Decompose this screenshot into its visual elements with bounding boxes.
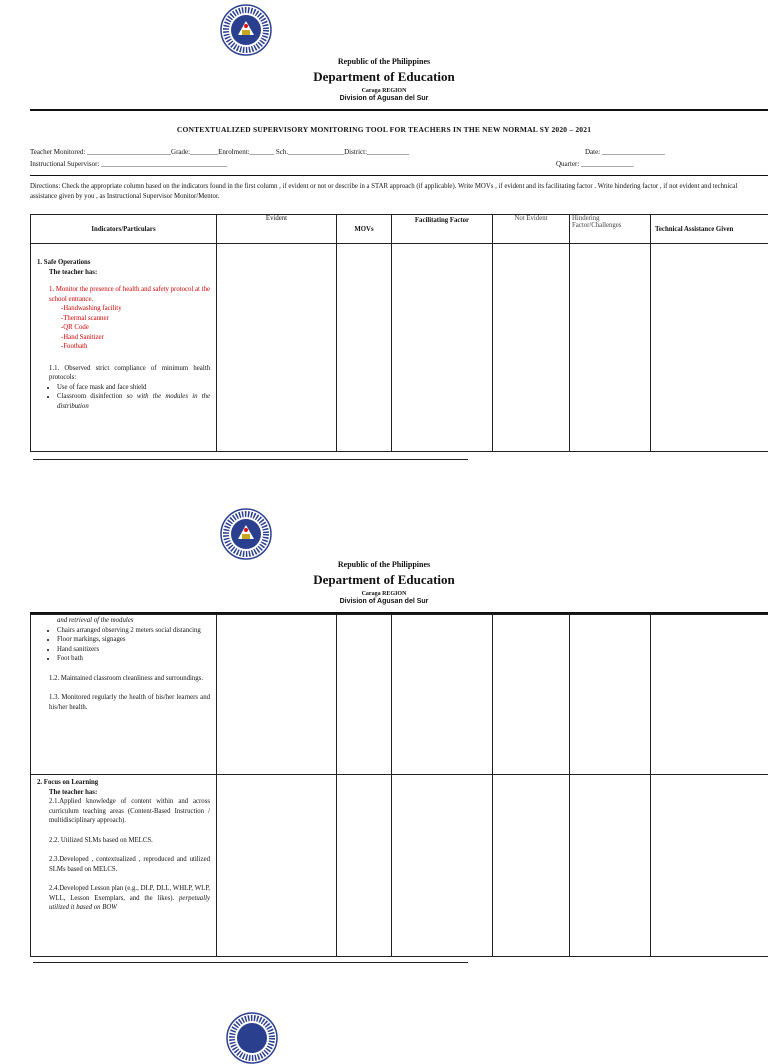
quarter-field: Quarter: _______________	[556, 160, 634, 168]
col-hindering: Hindering Factor/Challenges	[570, 215, 651, 244]
bullet-face-mask: • Use of face mask and face shield	[57, 383, 210, 393]
section-2-title: 2. Focus on Learning	[37, 778, 210, 788]
bullet-foot-bath: • Foot bath	[57, 654, 210, 664]
bullet-hand-sanitizers: • Hand sanitizers	[57, 645, 210, 655]
facilitating-cell[interactable]	[392, 775, 493, 957]
deped-seal-icon	[220, 508, 272, 560]
division-label: Division of Agusan del Sur	[0, 598, 768, 605]
item-2-3: 2.3.Developed , contextualized , reproduced and utilized SLMs based on MELCS.	[37, 855, 210, 874]
evident-cell[interactable]	[217, 244, 337, 452]
red-sub-2: -QR Code	[37, 323, 210, 333]
red-sub-3: -Hand Sanitizer	[37, 333, 210, 343]
col-movs: MOVs	[337, 215, 392, 244]
bullet-chairs: • Chairs arranged observing 2 meters social distancing	[57, 626, 210, 636]
not-evident-cell[interactable]	[493, 615, 570, 775]
teacher-info-line: Teacher Monitored: ________________________Grade:________Enrolment:_______ Sch.________________District:____________	[30, 148, 409, 156]
teacher-has-label: The teacher has:	[37, 788, 210, 798]
evident-cell[interactable]	[217, 615, 337, 775]
col-indicators: Indicators/Particulars	[31, 215, 217, 244]
item-2-1: 2.1.Applied knowledge of content within and across curriculum teaching areas (Content-Based Instruction / multidisciplinary approach).	[37, 797, 210, 826]
hindering-cell[interactable]	[570, 244, 651, 452]
evident-cell[interactable]	[217, 775, 337, 957]
date-field: Date: __________________	[585, 148, 665, 156]
movs-cell[interactable]	[337, 244, 392, 452]
item-2-2: 2.2. Utilized SLMs based on MELCS.	[37, 836, 210, 846]
item-1-1: 1.1. Observed strict compliance of minimum health protocols:	[37, 364, 210, 383]
col-technical: Technical Assistance Given	[651, 215, 768, 244]
deped-seal-icon	[226, 1012, 278, 1064]
col-not-evident: Not Evident	[493, 215, 570, 244]
movs-cell[interactable]	[337, 615, 392, 775]
red-sub-1: -Thermal scanner	[37, 314, 210, 324]
movs-cell[interactable]	[337, 775, 392, 957]
region-label: Caraga REGION	[0, 591, 768, 597]
entrance-protocol-item: 1. Monitor the presence of health and safety protocol at the school entrance.	[37, 285, 210, 304]
form-title: CONTEXTUALIZED SUPERVISORY MONITORING TOOL FOR TEACHERS IN THE NEW NORMAL SY 2020 – 2021	[0, 125, 768, 134]
red-sub-0: -Handwashing facility	[37, 304, 210, 314]
supervisor-field: Instructional Supervisor: ____________________________________	[30, 160, 227, 168]
modules-retrieval-text: and retrieval of the modules	[37, 616, 210, 626]
not-evident-cell[interactable]	[493, 775, 570, 957]
not-evident-cell[interactable]	[493, 244, 570, 452]
indicator-cell	[31, 775, 217, 957]
letterhead	[0, 57, 768, 102]
hindering-cell[interactable]	[570, 775, 651, 957]
item-1-2: 1.2. Maintained classroom cleanliness and surroundings.	[37, 674, 210, 684]
col-evident: Evident	[217, 215, 337, 244]
technical-cell[interactable]	[651, 775, 768, 957]
technical-cell[interactable]	[651, 244, 768, 452]
bullet-disinfection	[57, 392, 210, 411]
republic-label: Republic of the Philippines	[0, 57, 768, 66]
item-2-4	[37, 884, 210, 913]
teacher-has-label: The teacher has:	[37, 268, 210, 278]
republic-label: Republic of the Philippines	[0, 560, 768, 569]
facilitating-cell[interactable]	[392, 615, 493, 775]
technical-cell[interactable]	[651, 615, 768, 775]
section-1-title: 1. Safe Operations	[37, 258, 210, 268]
letterhead	[0, 560, 768, 605]
department-label: Department of Education	[0, 69, 768, 85]
lesson-plan-text: 2.4.Developed Lesson plan (e.g., DLP, DLL, WHLP, WLP, WLL, Lesson Exemplars, and the likes).	[49, 885, 210, 902]
monitoring-table-page2	[30, 614, 768, 957]
item-1-3: 1.3. Monitored regularly the health of his/her learners and his/her health.	[37, 693, 210, 712]
facilitating-cell[interactable]	[392, 244, 493, 452]
indicator-cell	[31, 615, 217, 775]
page2-footer-rule	[33, 962, 468, 963]
page1-footer-rule	[33, 459, 468, 460]
directions-text: Directions: Check the appropriate column based on the indicators found in the first column , if evident or not or describe in a STAR approach (if applicable). Write MOVs , if evident and its facilitating factor . Write hindering factor , if not evident and technical assistance given by you , as Instructional Supervisor Monitor/Mentor.	[30, 182, 738, 202]
header-rule	[30, 109, 768, 111]
bullet-floor-markings: • Floor markings, signages	[57, 635, 210, 645]
region-label: Caraga REGION	[0, 88, 768, 94]
col-facilitating: Facilitating Factor	[392, 215, 493, 244]
lesson-plan-italic: perpetually utilized it based on BOW	[49, 895, 210, 912]
division-label: Division of Agusan del Sur	[0, 95, 768, 102]
hindering-cell[interactable]	[570, 615, 651, 775]
indicator-cell	[31, 244, 217, 452]
disinfection-italic: so with the modules in the distribution	[57, 393, 210, 410]
monitoring-table-page1	[30, 214, 768, 452]
department-label: Department of Education	[0, 572, 768, 588]
info-rule	[30, 175, 768, 176]
red-sub-4: -Footbath	[37, 342, 210, 352]
deped-seal-icon	[220, 4, 272, 56]
disinfection-text: Classroom disinfection	[57, 393, 127, 400]
